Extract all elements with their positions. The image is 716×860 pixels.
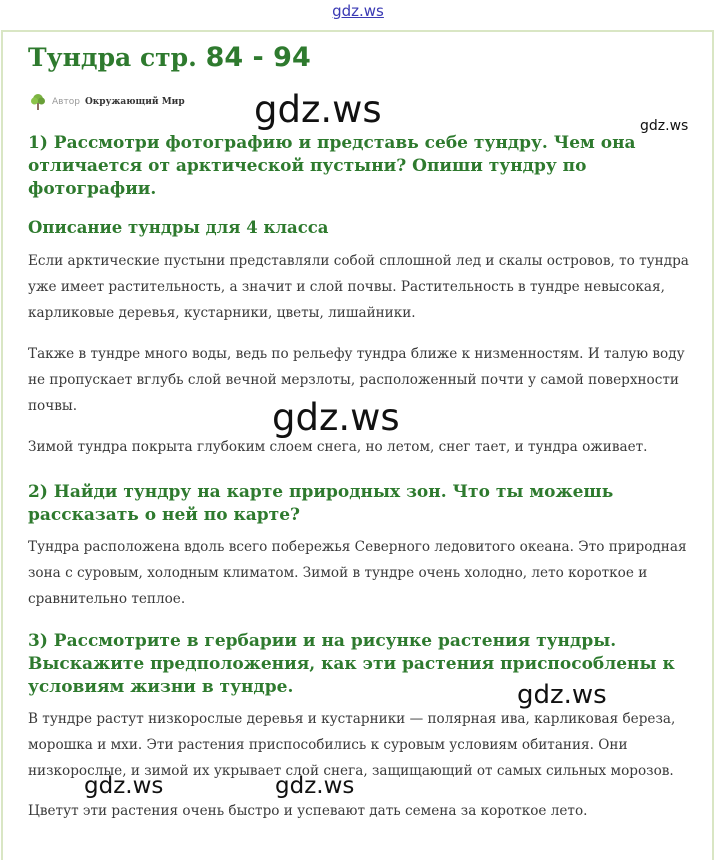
site-watermark-link[interactable]: gdz.ws [332, 2, 384, 20]
question-2-heading [28, 481, 613, 527]
paragraph-line: сравнительно теплое. [28, 591, 186, 607]
question-line: рассказать о ней по карте? [28, 505, 300, 525]
watermark-text: gdz.ws [275, 773, 355, 799]
paragraph-line: Также в тундре много воды, ведь по рельефу тундра ближе к низменностям. И талую воду [28, 346, 685, 362]
watermark-text: gdz.ws [272, 396, 400, 439]
paragraph [28, 534, 693, 612]
paragraph: Зимой тундра покрыта глубоким слоем снега, но летом, снег тает, и тундра оживает. [28, 439, 648, 455]
paragraph-line: морошка и мхи. Эти растения приспособились к суровым условиям обитания. Они [28, 737, 628, 753]
subheading: Описание тундры для 4 класса [28, 218, 329, 237]
author-name-link[interactable]: Окружающий Мир [84, 97, 185, 107]
paragraph-line: Тундра расположена вдоль всего побережья Северного ледовитого океана. Это природная [28, 539, 687, 555]
page-title [28, 42, 311, 73]
question-1-heading [28, 132, 636, 201]
paragraph-line: уже имеет растительность, а значит и слой почвы. Растительность в тундре невысокая, [28, 279, 665, 295]
watermark-text: gdz.ws [640, 118, 689, 134]
paragraph-line: низкорослые, и зимой их укрывает слой снега, защищающий от самых сильных морозов. [28, 763, 674, 779]
question-line: отличается от арктической пустыни? Опиши тундру по [28, 156, 587, 176]
question-line: фотографии. [28, 179, 157, 199]
paragraph-line: В тундре растут низкорослые деревья и кустарники — полярная ива, карликовая береза, [28, 711, 676, 727]
paragraph-line: зона с суровым, холодным климатом. Зимой в тундре очень холодно, лето короткое и [28, 565, 648, 581]
author-label: Автор [52, 97, 80, 107]
question-line: Выскажите предположения, как эти растения приспособлены к [28, 654, 675, 674]
paragraph-line: не пропускает вглубь слой вечной мерзлоты, расположенный почти у самой поверхности [28, 372, 679, 388]
watermark-text: gdz.ws [517, 680, 607, 710]
paragraph-line: карликовые деревья, кустарники, цветы, лишайники. [28, 305, 416, 321]
watermark-text: gdz.ws [254, 88, 382, 131]
question-line: условиям жизни в тундре. [28, 677, 294, 697]
paragraph-line: Если арктические пустыни представляли собой сплошной лед и скалы островов, то тундра [28, 253, 689, 269]
author-line [29, 92, 185, 112]
question-line: 1) Рассмотри фотографию и представь себе тундру. Чем она [28, 133, 636, 153]
tree-icon [29, 93, 47, 111]
paragraph [28, 248, 693, 326]
title-pages: 84 - 94 [205, 42, 311, 73]
paragraph: Цветут эти растения очень быстро и успевают дать семена за короткое лето. [28, 803, 588, 819]
top-bar [0, 0, 716, 26]
paragraph-line: почвы. [28, 398, 78, 414]
watermark-text: gdz.ws [84, 773, 164, 799]
question-line: 2) Найди тундру на карте природных зон. Что ты можешь [28, 482, 614, 502]
question-line: 3) Рассмотрите в гербарии и на рисунке растения тундры. [28, 631, 617, 651]
title-text: Тундра стр. [28, 43, 197, 72]
